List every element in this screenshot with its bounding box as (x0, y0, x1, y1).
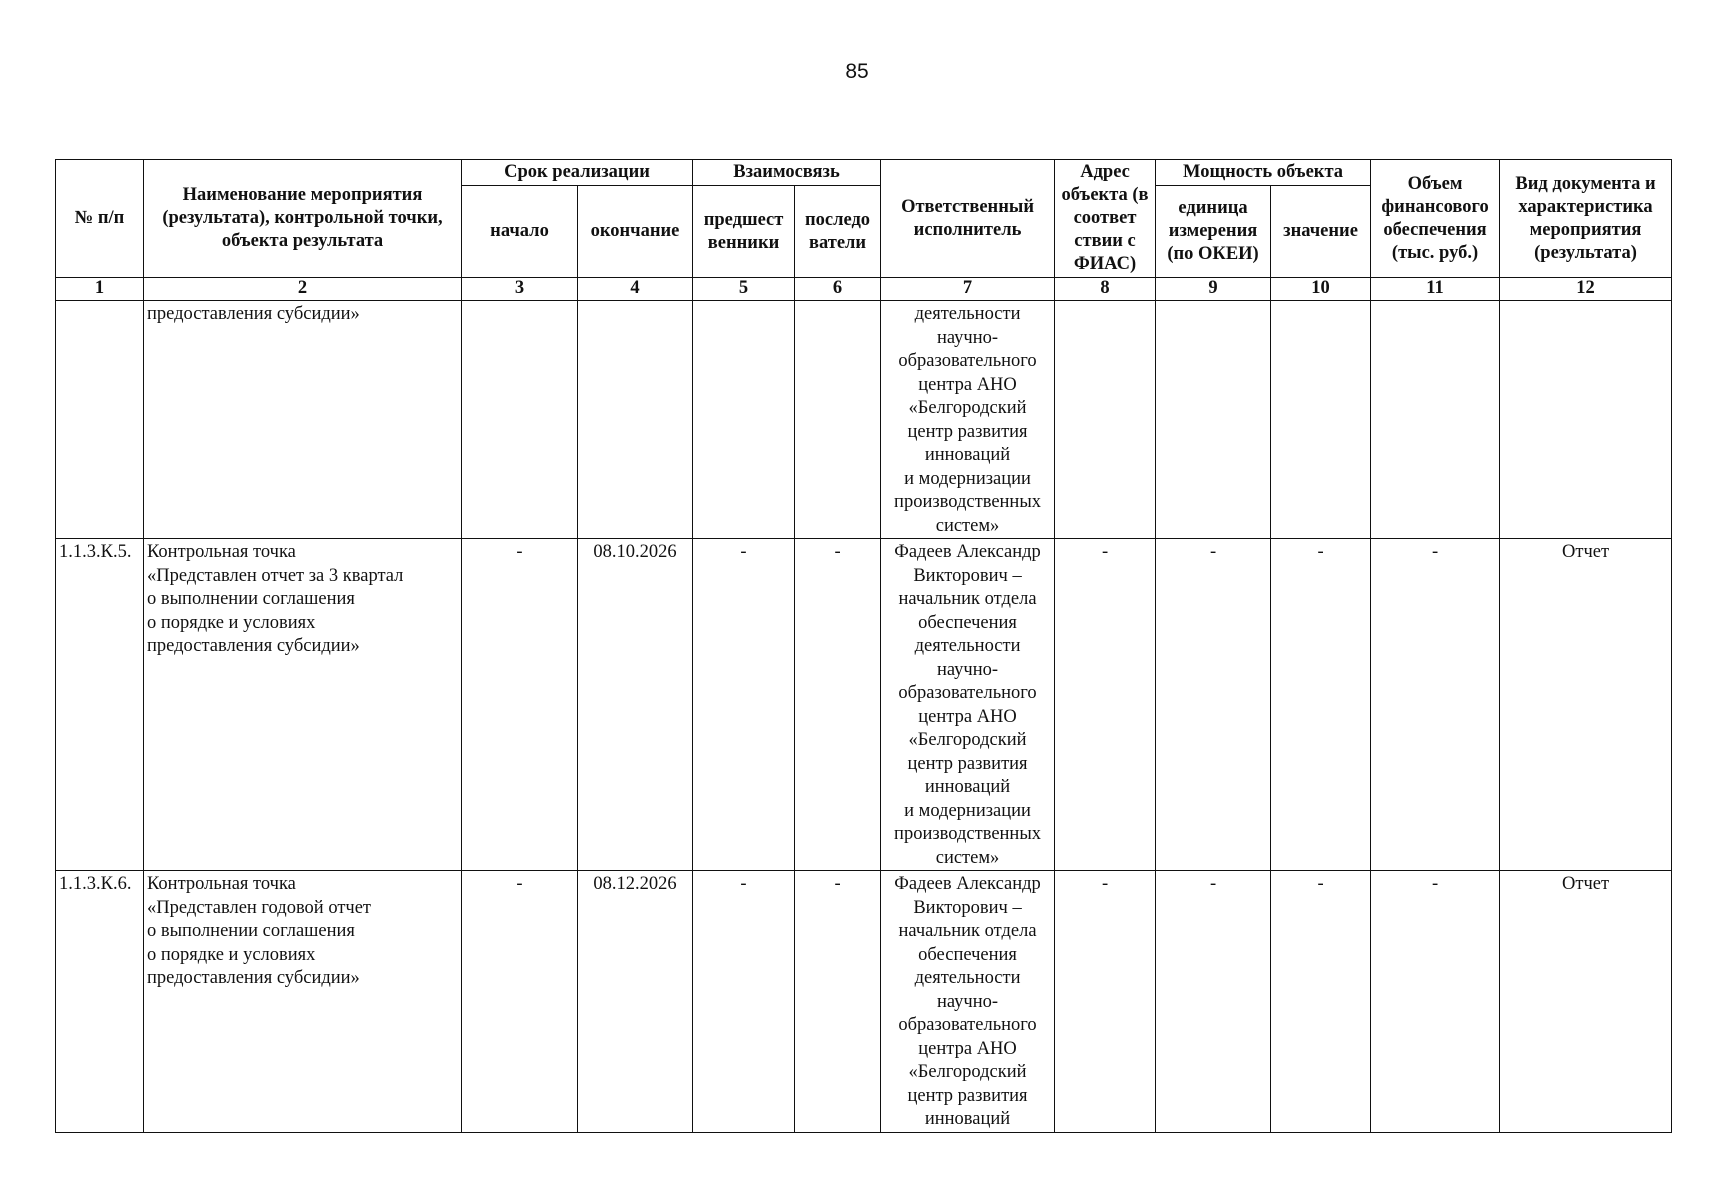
text-line: центра АНО (918, 706, 1017, 727)
text-line: производственных (894, 492, 1042, 512)
text-line: обеспечения (918, 944, 1017, 965)
header-term-group: Срок реализации (462, 160, 693, 186)
text-line: и модернизации (904, 800, 1031, 821)
row-value: - (1271, 539, 1371, 871)
column-number: 3 (462, 278, 578, 301)
table-row (56, 539, 1672, 871)
row-start: - (462, 871, 578, 1133)
table-row (56, 871, 1672, 1133)
column-number: 4 (578, 278, 693, 301)
text-line: о выполнении соглашения (147, 921, 355, 941)
row-executor (881, 871, 1055, 1133)
column-number: 7 (881, 278, 1055, 301)
row-doc-type: Отчет (1500, 539, 1672, 871)
header-address: Адрес объекта (в соответ ствии с ФИАС) (1055, 160, 1156, 278)
column-number: 5 (693, 278, 795, 301)
text-line: начальник отдела (898, 589, 1037, 609)
text-line: центра АНО (918, 1038, 1017, 1059)
row-successors: - (795, 539, 881, 871)
text-line: о выполнении соглашения (147, 589, 355, 609)
text-line: «Представлен годовой отчет (147, 897, 372, 918)
row-address: - (1055, 539, 1156, 871)
page-number: 85 (845, 60, 869, 83)
header-funding: Объем финансового обеспечения (тыс. руб.) (1371, 160, 1500, 278)
text-line: образовательного (898, 683, 1037, 703)
text-line: обеспечения (918, 612, 1017, 633)
header-name: Наименование мероприятия (результата), контрольной точки, объекта результата (144, 160, 462, 278)
row-end: 08.10.2026 (578, 539, 693, 871)
row-end: 08.12.2026 (578, 871, 693, 1133)
row-unit (1156, 301, 1271, 539)
text-line: Викторович – (913, 897, 1022, 918)
text-line: «Белгородский (908, 398, 1027, 418)
text-line: Контрольная точка (147, 542, 296, 562)
text-line: научно- (937, 659, 999, 680)
text-line: Фадеев Александр (894, 542, 1041, 562)
row-successors: - (795, 871, 881, 1133)
text-line: деятельности (914, 636, 1021, 656)
column-number: 9 (1156, 278, 1271, 301)
text-line: научно- (937, 327, 999, 348)
row-address (1055, 301, 1156, 539)
header-link-group: Взаимосвязь (693, 160, 881, 186)
row-start: - (462, 539, 578, 871)
row-doc-type: Отчет (1500, 871, 1672, 1133)
row-value: - (1271, 871, 1371, 1133)
text-line: Викторович – (913, 565, 1022, 586)
header-doc-type: Вид документа и характеристика мероприятия (результата) (1500, 160, 1672, 278)
plan-table (55, 159, 1672, 1133)
text-line: предоставления субсидии» (147, 636, 360, 656)
column-number: 2 (144, 278, 462, 301)
row-start (462, 301, 578, 539)
header-row-1 (56, 160, 1672, 186)
text-line: инноваций (924, 1109, 1011, 1129)
text-line: образовательного (898, 351, 1037, 371)
row-funding: - (1371, 539, 1500, 871)
column-number-row (56, 278, 1672, 301)
text-line: инноваций (924, 445, 1011, 465)
text-line: и модернизации (904, 468, 1031, 489)
text-line: инноваций (924, 777, 1011, 797)
text-line: «Представлен отчет за 3 квартал (147, 565, 404, 586)
header-start: начало (462, 186, 578, 278)
text-line: предоставления субсидии» (147, 968, 360, 988)
header-unit: единица измерения (по ОКЕИ) (1156, 186, 1271, 278)
row-funding: - (1371, 871, 1500, 1133)
table-header (56, 160, 1672, 301)
row-unit: - (1156, 871, 1271, 1133)
text-line: о порядке и условиях (147, 944, 316, 965)
column-number: 10 (1271, 278, 1371, 301)
text-line: «Белгородский (908, 730, 1027, 750)
text-line: центра АНО (918, 374, 1017, 395)
row-doc-type (1500, 301, 1672, 539)
text-line: центр развития (907, 1085, 1028, 1106)
column-number: 1 (56, 278, 144, 301)
row-predecessors: - (693, 871, 795, 1133)
column-number: 8 (1055, 278, 1156, 301)
row-executor (881, 539, 1055, 871)
column-number: 12 (1500, 278, 1672, 301)
text-line: Контрольная точка (147, 874, 296, 894)
header-successors: последо ватели (795, 186, 881, 278)
text-line: деятельности (914, 304, 1021, 324)
text-line: начальник отдела (898, 921, 1037, 941)
row-funding (1371, 301, 1500, 539)
text-line: научно- (937, 991, 999, 1012)
text-line: систем» (935, 847, 1000, 868)
column-number: 11 (1371, 278, 1500, 301)
row-num (56, 301, 144, 539)
text-line: центр развития (907, 753, 1028, 774)
row-unit: - (1156, 539, 1271, 871)
row-name (144, 539, 462, 871)
table-body (56, 301, 1672, 1133)
row-address: - (1055, 871, 1156, 1133)
header-predecessors: предшест венники (693, 186, 795, 278)
text-line: систем» (935, 515, 1000, 536)
row-num: 1.1.3.К.5. (56, 539, 144, 871)
row-end (578, 301, 693, 539)
row-executor (881, 301, 1055, 539)
header-capacity-group: Мощность объекта (1156, 160, 1371, 186)
row-predecessors: - (693, 539, 795, 871)
text-line: о порядке и условиях (147, 612, 316, 633)
header-num: № п/п (56, 160, 144, 278)
table-row (56, 301, 1672, 539)
row-name (144, 301, 462, 539)
header-end: окончание (578, 186, 693, 278)
row-name (144, 871, 462, 1133)
text-line: деятельности (914, 968, 1021, 988)
text-line: образовательного (898, 1015, 1037, 1035)
text-line: центр развития (907, 421, 1028, 442)
row-value (1271, 301, 1371, 539)
text-line: предоставления субсидии» (147, 304, 360, 324)
text-line: Фадеев Александр (894, 874, 1041, 894)
row-num: 1.1.3.К.6. (56, 871, 144, 1133)
text-line: «Белгородский (908, 1062, 1027, 1082)
text-line: производственных (894, 824, 1042, 844)
row-predecessors (693, 301, 795, 539)
header-value: значение (1271, 186, 1371, 278)
column-number: 6 (795, 278, 881, 301)
header-executor: Ответственный исполнитель (881, 160, 1055, 278)
row-successors (795, 301, 881, 539)
